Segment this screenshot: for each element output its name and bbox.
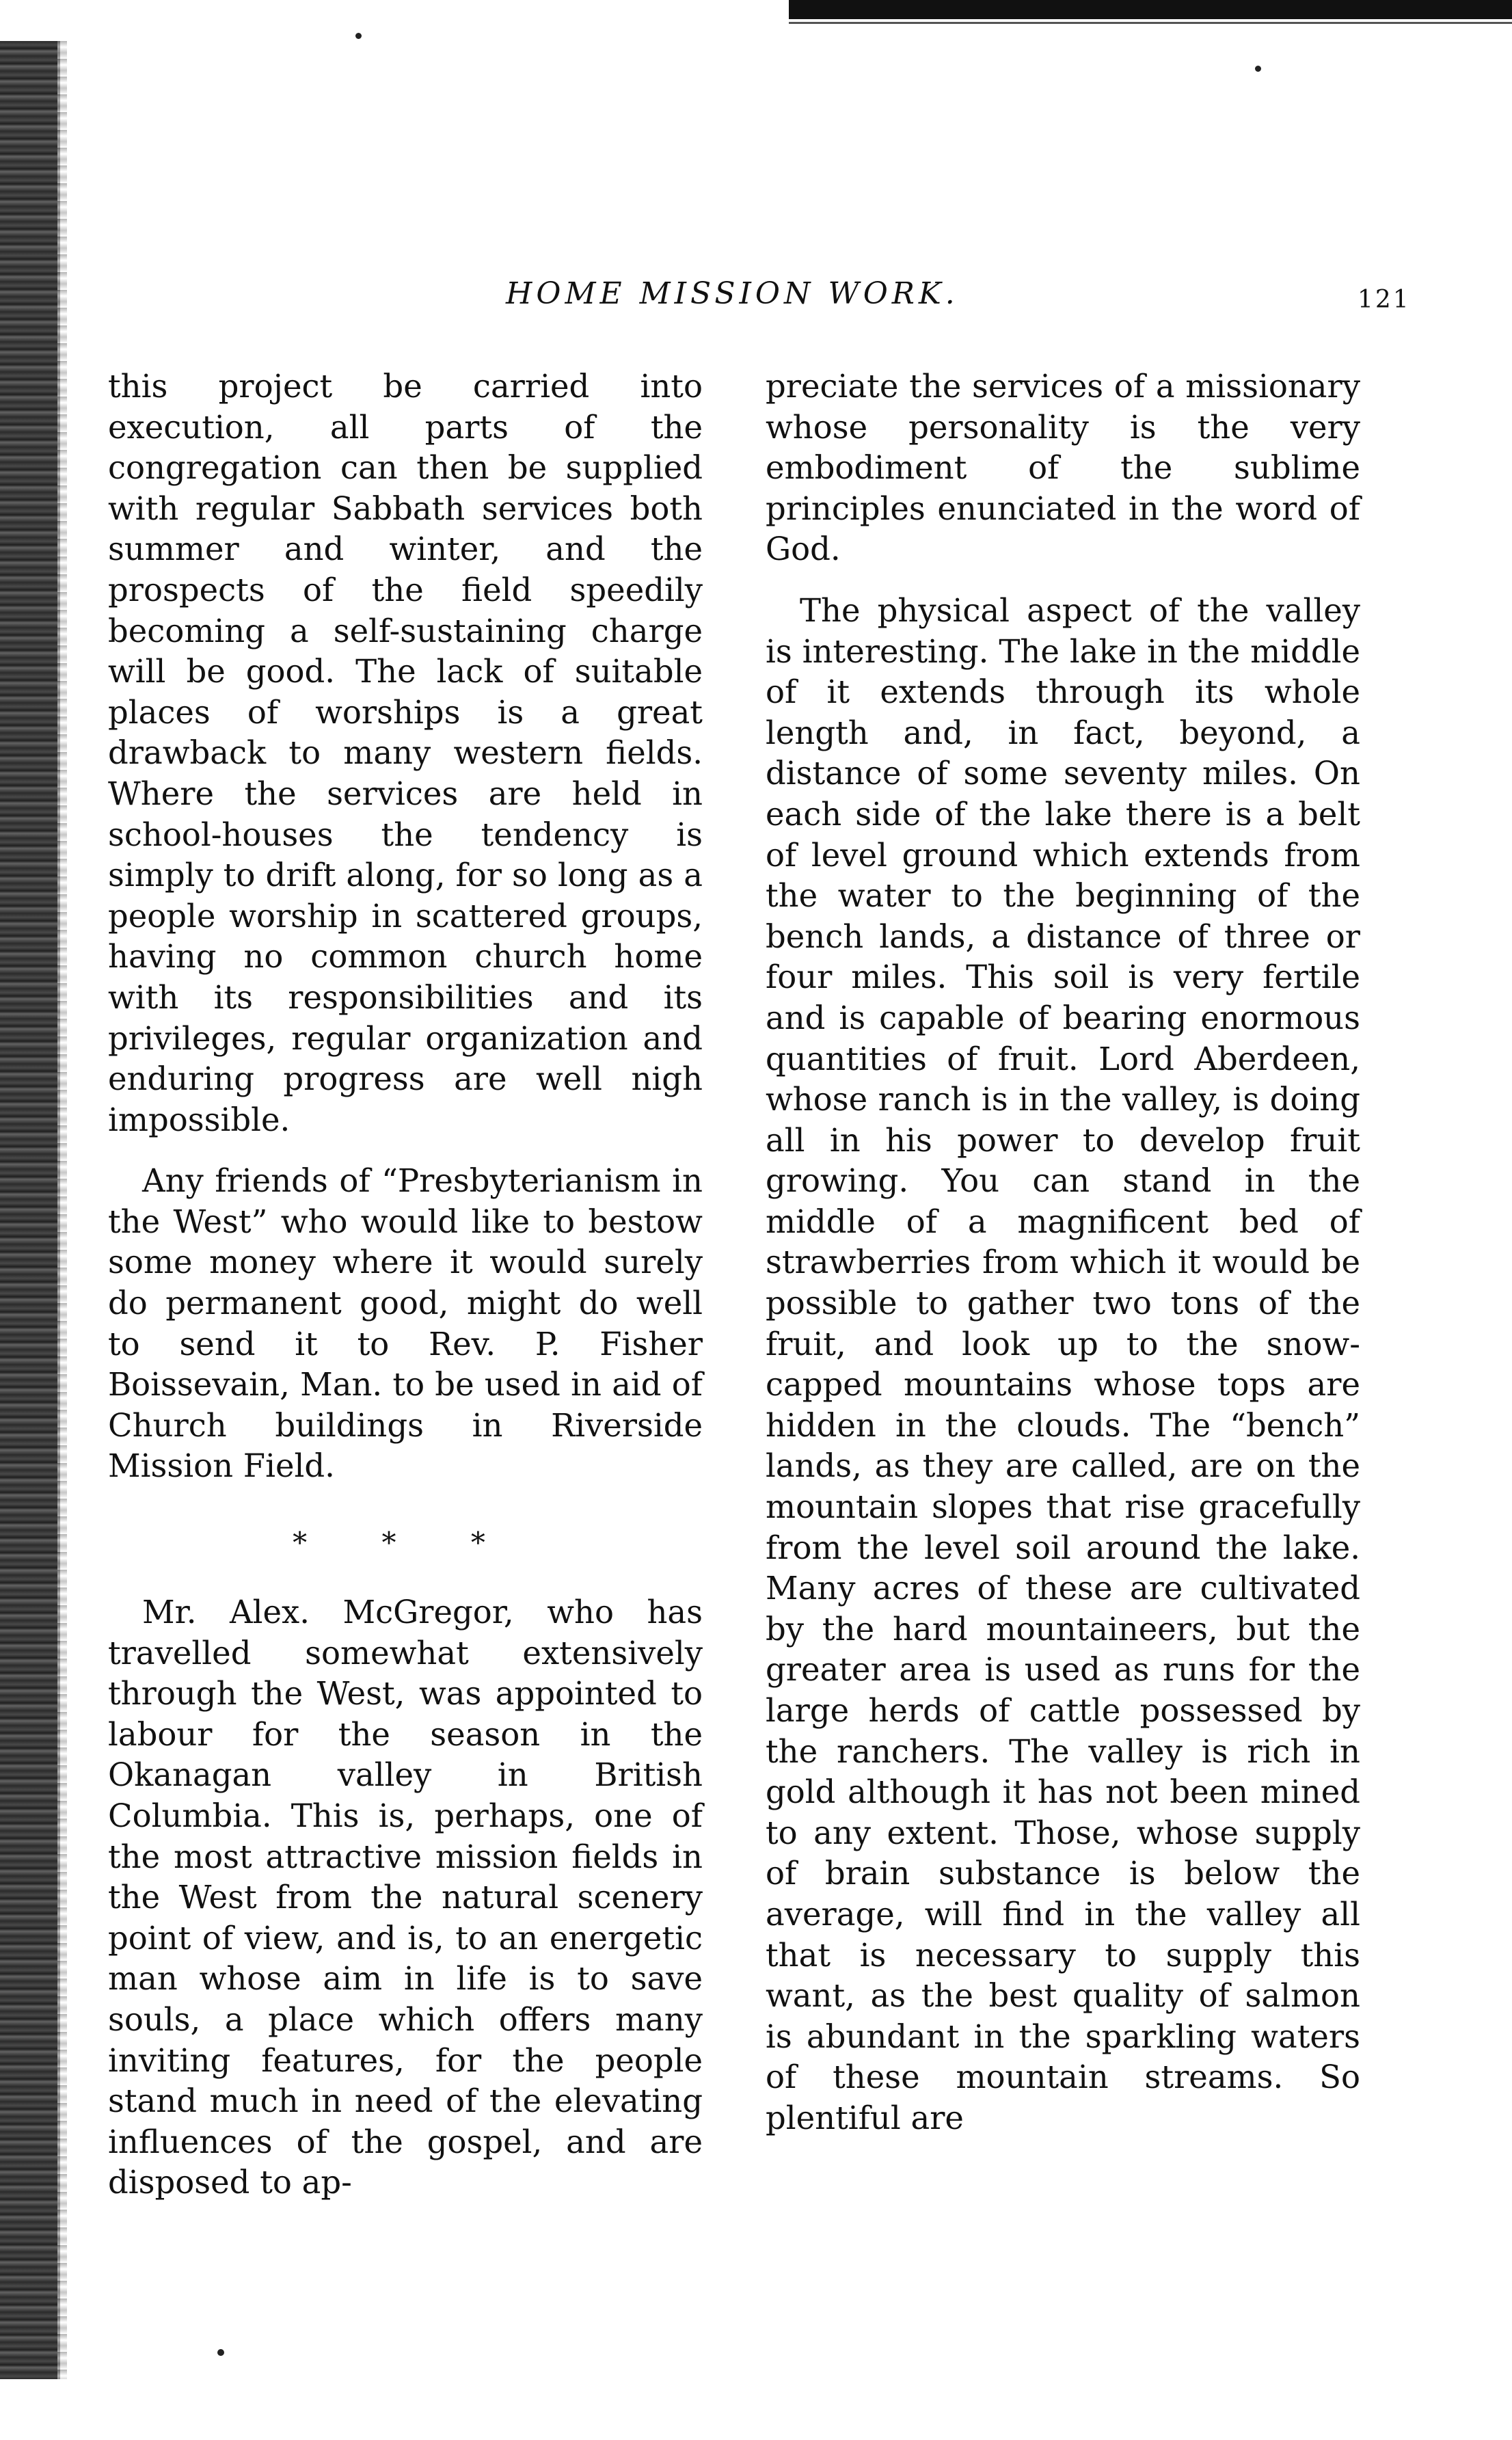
running-head: HOME MISSION WORK. bbox=[506, 276, 959, 311]
left-paragraph-2: Any friends of “Presbyterianism in the West” who would like to bestow some money where it would surely do permanent good, might do well to send it to Rev. P. Fisher Boissevain, Man. to be used in aid of Church buildings in Riverside Mission Field. bbox=[108, 1162, 703, 1485]
left-paragraph-3: Mr. Alex. McGregor, who has travelled somewhat extensively through the West, was appointed to labour for the season in the Okanagan valley in British Columbia. This is, perhaps, one of the most attractive mission fields in the West from the natural scenery point of view, and is, to an energetic man whose aim in life is to save souls, a place which offers many inviting features, for the people stand much in need of the elevating influences of the gospel, and are disposed to ap- bbox=[108, 1594, 703, 2201]
right-column bbox=[766, 366, 1360, 2139]
binding-edge bbox=[0, 41, 60, 2379]
section-separator: * * * bbox=[293, 1526, 518, 1560]
page-number: 121 bbox=[1358, 286, 1411, 314]
footer-mark bbox=[217, 2349, 224, 2356]
right-paragraph-1: preciate the services of a missionary whose personality is the very embodiment of the sublime principles enunciated in the word of God. bbox=[766, 368, 1360, 568]
right-paragraph-2: The physical aspect of the valley is interesting. The lake in the middle of it extends through its whole length and, in fact, beyond, a distance of some seventy miles. On each side of the lake there is a belt of level ground which extends from the water to the beginning of the bench lands, a distance of three or four miles. This soil is very fertile and is capable of bearing enormous quantities of fruit. Lord Aberdeen, whose ranch is in the valley, is doing all in his power to develop fruit growing. You can stand in the middle of a magnificent bed of strawberries from which it would be possible to gather two tons of the fruit, and look up to the snow-capped mountains whose tops are hidden in the clouds. The “bench” lands, as they are called, are on the mountain slopes that rise gracefully from the level soil around the lake. Many acres of these are cultivated by the hard mountaineers, but the greater area is used as runs for the large herds of cattle possessed by the ranchers. The valley is rich in gold although it has not been mined to any extent. Those, whose supply of brain substance is below the average, will find in the valley all that is necessary to supply this want, as the best quality of salmon is abundant in the sparkling waters of these mountain streams. So plentiful are bbox=[766, 591, 1360, 2136]
left-column bbox=[108, 366, 703, 2203]
left-paragraph-1: this project be carried into execution, all parts of the congregation can then be supplied with regular Sabbath services both summer and winter, and the prospects of the field speedily becoming a self-sustaining charge will be good. The lack of suitable places of worships is a great drawback to many western fields. Where the services are held in school-houses the tendency is simply to drift along, for so long as a people worship in scattered groups, having no common church home with its responsibilities and its privileges, regular organization and enduring progress are well nigh impossible. bbox=[108, 368, 703, 1138]
top-rule-thin bbox=[789, 22, 1512, 24]
scan-speck bbox=[1255, 66, 1261, 72]
top-rule bbox=[789, 0, 1512, 19]
scan-speck bbox=[355, 33, 362, 39]
